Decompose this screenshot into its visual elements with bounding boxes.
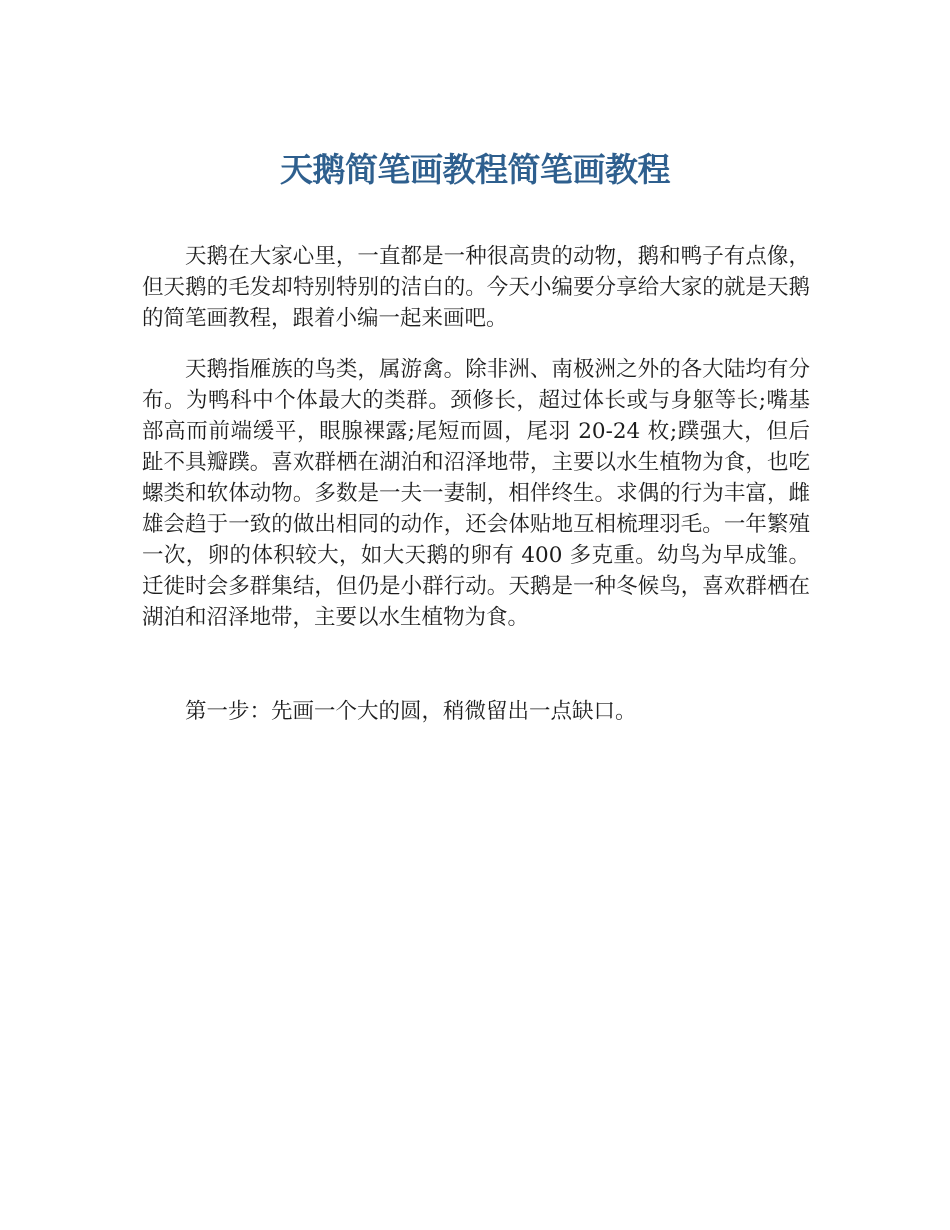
paragraph-intro: 天鹅在大家心里，一直都是一种很高贵的动物，鹅和鸭子有点像，但天鹅的毛发却特别特别的洁白的。今天小编要分享给大家的就是天鹅的简笔画教程，跟着小编一起来画吧。	[142, 244, 810, 331]
paragraph-step-one: 第一步：先画一个大的圆，稍微留出一点缺口。	[185, 699, 637, 724]
page-title: 天鹅简笔画教程简笔画教程	[280, 150, 670, 189]
paragraph-description: 天鹅指雁族的鸟类，属游禽。除非洲、南极洲之外的各大陆均有分布。为鸭科中个体最大的类群。颈修长，超过体长或与身躯等长;嘴基部高而前端缓平，眼腺裸露;尾短而圆，尾羽 20-24 枚;蹼强大，但后趾不具瓣蹼。喜欢群栖在湖泊和沼泽地带，主要以水生植物为食，也吃螺类和软体动物。多数是一夫一妻制，相伴终生。求偶的行为丰富，雌雄会趋于一致的做出相同的动作，还会体贴地互相梳理羽毛。一年繁殖一次，卵的体积较大，如大天鹅的卵有 400 多克重。幼鸟为早成雏。迁徙时会多群集结，但仍是小群行动。天鹅是一种冬候鸟，喜欢群栖在湖泊和沼泽地带，主要以水生植物为食。	[142, 357, 810, 630]
